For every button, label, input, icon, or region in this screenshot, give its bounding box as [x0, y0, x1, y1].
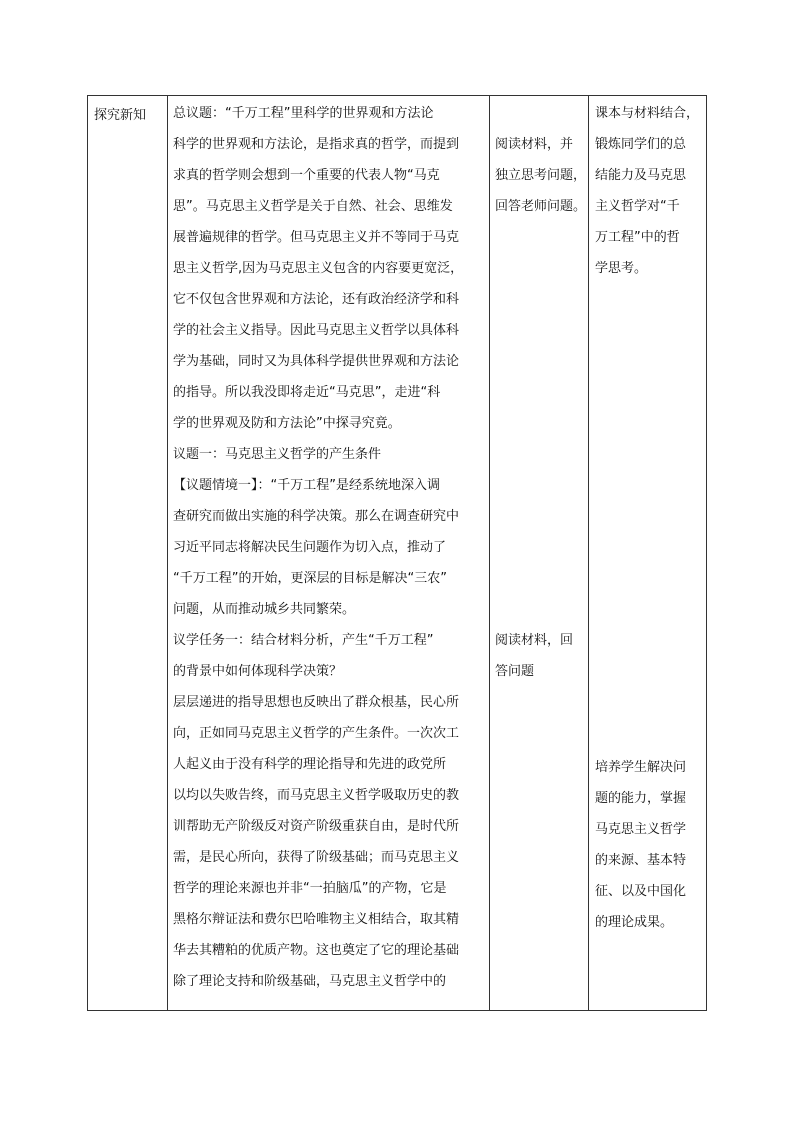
- intent-line: 学思考。: [595, 261, 648, 276]
- activity-line: 回答老师问题。: [495, 199, 587, 214]
- content-line: 的背景中如何体现科学决策？: [173, 664, 343, 679]
- content-line: 哲学的理论来源也并非“一拍脑瓜”的产物，它是: [173, 881, 447, 896]
- content-line: 思主义哲学,因为马克思主义包含的内容要更宽泛，: [173, 261, 464, 276]
- column-divider-1: [167, 96, 168, 1010]
- lesson-plan-table: [87, 95, 707, 1011]
- content-line: 问题，从而推动城乡共同繁荣。: [173, 602, 356, 617]
- intent-line: 主义哲学对“千: [595, 199, 680, 214]
- teaching-content-cell: [173, 98, 485, 997]
- content-line: 议学任务一：结合材料分析，产生“千万工程”: [173, 633, 434, 648]
- intent-line: 锻炼同学们的总: [595, 137, 687, 152]
- content-line: 的指导。所以我没即将走近“马克思”，走进“科: [173, 385, 441, 400]
- content-line: 科学的世界观和方法论，是指求真的哲学，而提到: [173, 137, 460, 152]
- activity-line: 独立思考问题，: [495, 168, 587, 183]
- content-line: 需，是民心所向，获得了阶级基础；而马克思主义: [173, 850, 460, 865]
- design-intent-block-1: [595, 98, 705, 284]
- activity-line: 阅读材料，并: [495, 137, 574, 152]
- content-line: 习近平同志将解决民生问题作为切入点，推动了: [173, 540, 447, 555]
- content-line: 学的世界观及防和方法论”中探寻究竟。: [173, 416, 401, 431]
- content-line: 学为基础，同时又为具体科学提供世界观和方法论: [173, 354, 460, 369]
- intent-line: 培养学生解决问: [595, 760, 687, 775]
- content-line: 学的社会主义指导。因此马克思主义哲学以具体科: [173, 323, 460, 338]
- row-label: 探究新知: [94, 108, 147, 123]
- content-line: 训帮助无产阶级反对资产阶级重获自由，是时代所: [173, 819, 460, 834]
- activity-line: 答问题: [495, 664, 535, 679]
- intent-line: 课本与材料结合，: [595, 106, 700, 121]
- content-line: 思”。马克思主义哲学是关于自然、社会、思维发: [173, 199, 453, 214]
- content-line: 华去其糟粕的优质产物。这也奠定了它的理论基础: [173, 943, 460, 958]
- student-activity-block-2: [495, 625, 587, 687]
- intent-line: 结能力及马克思: [595, 168, 687, 183]
- intent-line: 的来源、基本特: [595, 853, 687, 868]
- content-line: 层层递进的指导思想也反映出了群众根基，民心所: [173, 695, 460, 710]
- design-intent-block-2: [595, 752, 705, 938]
- content-line: 以均以失败告终，而马克思主义哲学吸取历史的教: [173, 788, 460, 803]
- column-divider-3: [588, 96, 589, 1010]
- column-divider-2: [489, 96, 490, 1010]
- content-line: 展普遍规律的哲学。但马克思主义并不等同于马克: [173, 230, 460, 245]
- activity-line: 阅读材料，回: [495, 633, 574, 648]
- row-label-cell: [94, 100, 164, 131]
- content-line: 【议题情境一】：“千万工程”是经系统地深入调: [173, 478, 440, 493]
- content-line: 总议题：“千万工程”里科学的世界观和方法论: [173, 106, 434, 121]
- intent-line: 征、以及中国化: [595, 884, 687, 899]
- content-line: “千万工程”的开始，更深层的目标是解决“三农”: [173, 571, 447, 586]
- intent-line: 题的能力，掌握: [595, 791, 687, 806]
- content-line: 黑格尔辩证法和费尔巴哈唯物主义相结合，取其精: [173, 912, 460, 927]
- content-line: 除了理论支持和阶级基础，马克思主义哲学中的: [173, 974, 447, 989]
- content-line: 向，正如同马克思主义哲学的产生条件。一次次工: [173, 726, 460, 741]
- content-line: 它不仅包含世界观和方法论，还有政治经济学和科: [173, 292, 460, 307]
- student-activity-block-1: [495, 129, 587, 222]
- content-line: 查研究而做出实施的科学决策。那么在调查研究中: [173, 509, 460, 524]
- intent-line: 马克思主义哲学: [595, 822, 687, 837]
- content-line: 求真的哲学则会想到一个重要的代表人物“马克: [173, 168, 440, 183]
- intent-line: 的理论成果。: [595, 915, 674, 930]
- content-line: 议题一：马克思主义哲学的产生条件: [173, 447, 382, 462]
- intent-line: 万工程”中的哲: [595, 230, 680, 245]
- content-line: 人起义由于没有科学的理论指导和先进的政党所: [173, 757, 447, 772]
